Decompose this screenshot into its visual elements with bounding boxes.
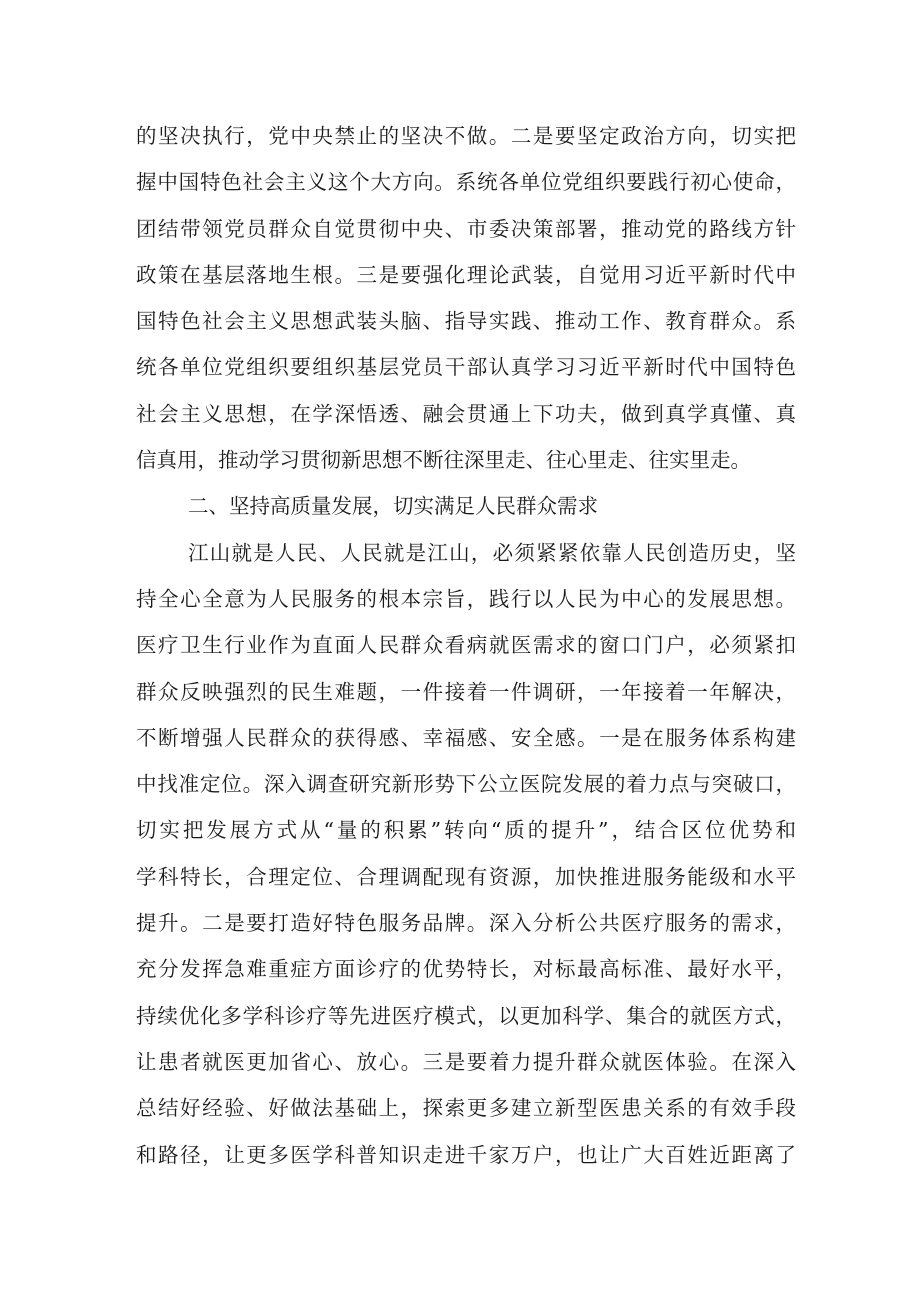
text-line: 医疗卫生行业作为直面人民群众看病就医需求的窗口门户，必须紧扣 [136, 633, 796, 658]
text-line: 持续优化多学科诊疗等先进医疗模式，以更加科学、集合的就医方式， [136, 1003, 796, 1028]
text-line: 切实把发展方式从“量的积累”转向“质的提升”，结合区位优势和 [136, 818, 796, 843]
text-line: 充分发挥急难重症方面诊疗的优势特长，对标最高标准、最好水平， [136, 957, 796, 982]
text-line: 提升。二是要打造好特色服务品牌。深入分析公共医疗服务的需求， [136, 911, 796, 936]
text-line: 总结好经验、好做法基础上，探索更多建立新型医患关系的有效手段 [136, 1096, 796, 1121]
section-heading: 二、坚持高质量发展，切实满足人民群众需求 [188, 494, 598, 519]
text-line: 政策在基层落地生根。三是要强化理论武装，自觉用习近平新时代中 [136, 262, 796, 287]
text-line: 江山就是人民、人民就是江山，必须紧紧依靠人民创造历史，坚 [188, 540, 796, 565]
text-line: 不断增强人民群众的获得感、幸福感、安全感。一是在服务体系构建 [136, 725, 796, 750]
body-text [136, 113, 796, 1178]
text-line: 团结带领党员群众自觉贯彻中央、市委决策部署，推动党的路线方针 [136, 216, 796, 241]
text-line: 国特色社会主义思想武装头脑、指导实践、推动工作、教育群众。系 [136, 309, 796, 334]
text-line: 群众反映强烈的民生难题，一件接着一件调研，一年接着一年解决， [136, 679, 796, 704]
text-line: 社会主义思想，在学深悟透、融会贯通上下功夫，做到真学真懂、真 [136, 401, 796, 426]
text-line: 持全心全意为人民服务的根本宗旨，践行以人民为中心的发展思想。 [136, 586, 796, 611]
text-line: 让患者就医更加省心、放心。三是要着力提升群众就医体验。在深入 [136, 1049, 796, 1074]
text-line: 统各单位党组织要组织基层党员干部认真学习习近平新时代中国特色 [136, 355, 796, 380]
text-line: 的坚决执行，党中央禁止的坚决不做。二是要坚定政治方向，切实把 [136, 124, 796, 148]
text-line: 信真用，推动学习贯彻新思想不断往深里走、往心里走、往实里走。 [136, 448, 751, 473]
text-line: 中找准定位。深入调查研究新形势下公立医院发展的着力点与突破口， [136, 772, 796, 797]
text-line: 学科特长，合理定位、合理调配现有资源，加快推进服务能级和水平 [136, 864, 796, 889]
text-line: 握中国特色社会主义这个大方向。系统各单位党组织要践行初心使命， [136, 170, 796, 195]
text-line: 和路径，让更多医学科普知识走进千家万户，也让广大百姓近距离了 [136, 1142, 796, 1167]
